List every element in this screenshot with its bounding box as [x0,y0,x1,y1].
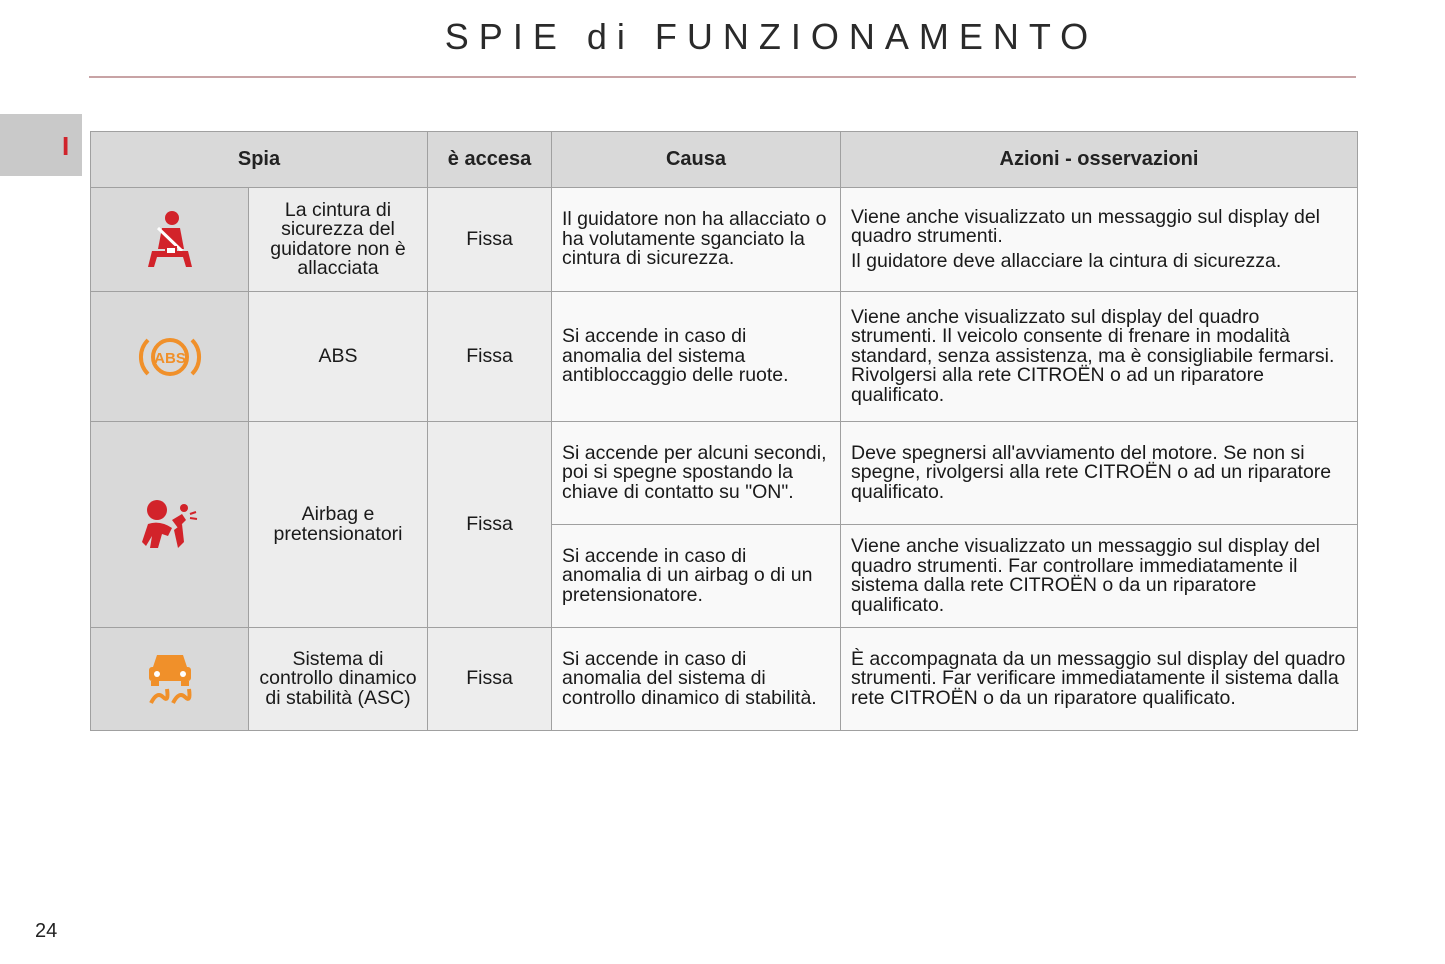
light-state: Fissa [428,292,552,422]
table-row [91,292,1358,422]
action-text: Il guidatore deve allacciare la cintura di sicurezza. [851,249,1282,272]
light-label: Sistema di controllo dinamico di stabilità (ASC) [249,628,428,731]
abs-icon [137,332,203,382]
icon-cell [91,292,249,422]
light-cause: Si accende per alcuni secondi, poi si spegne spostando la chiave di contatto su "ON". [552,422,841,525]
stability-control-icon [145,651,195,707]
seatbelt-icon [144,209,196,271]
section-tab [0,114,82,176]
table-header-row [91,132,1358,188]
light-label: Airbag e pretensionatori [249,422,428,628]
light-state: Fissa [428,422,552,628]
section-marker: I [62,131,70,161]
light-actions [841,628,1358,731]
action-text: Viene anche visualizzato un messaggio sul display del quadro strumenti. Far controllare immediatamente il sistema dalla rete CITROËN o da un riparatore qualificato. [851,535,1321,616]
light-state: Fissa [428,188,552,292]
header-spia: Spia [91,132,428,188]
table-row [91,188,1358,292]
light-label: La cintura di sicurezza del guidatore non è allacciata [249,188,428,292]
header-accesa: è accesa [428,132,552,188]
icon-cell [91,628,249,731]
icon-cell [91,422,249,628]
title-divider [89,76,1356,78]
action-text: Deve spegnersi all'avviamento del motore. Se non si spegne, rivolgersi alla rete CITROËN o ad un riparatore qualificato. [851,441,1332,503]
svg-text:ABS: ABS [153,349,186,367]
action-text: È accompagnata da un messaggio sul display del quadro strumenti. Far verificare immediatamente il sistema dalla rete CITROËN o da un riparatore qualificato. [851,647,1346,709]
light-actions [841,188,1358,292]
action-text: Viene anche visualizzato un messaggio sul display del quadro strumenti. [851,205,1321,248]
warning-lights-table [90,131,1358,731]
header-causa: Causa [552,132,841,188]
light-actions [841,525,1358,628]
icon-cell [91,188,249,292]
action-text: Viene anche visualizzato sul display del quadro strumenti. Il veicolo consente di frenare in modalità standard, senza assistenza, ma è consigliabile fermarsi. Rivolgersi alla rete CITROËN o ad un riparatore qualificato. [851,305,1335,406]
light-actions [841,292,1358,422]
header-azioni: Azioni - osservazioni [841,132,1358,188]
light-cause: Si accende in caso di anomalia del sistema antibloccaggio delle ruote. [552,292,841,422]
light-cause: Si accende in caso di anomalia del sistema di controllo dinamico di stabilità. [552,628,841,731]
page-title: SPIE di FUNZIONAMENTO [444,16,1099,57]
light-cause: Il guidatore non ha allacciato o ha volutamente sganciato la cintura di sicurezza. [552,188,841,292]
airbag-icon [142,498,198,552]
light-label: ABS [249,292,428,422]
table-row [91,422,1358,525]
table-row [91,628,1358,731]
light-actions [841,422,1358,525]
light-state: Fissa [428,628,552,731]
light-cause: Si accende in caso di anomalia di un airbag o di un pretensionatore. [552,525,841,628]
page-number: 24 [35,920,58,942]
